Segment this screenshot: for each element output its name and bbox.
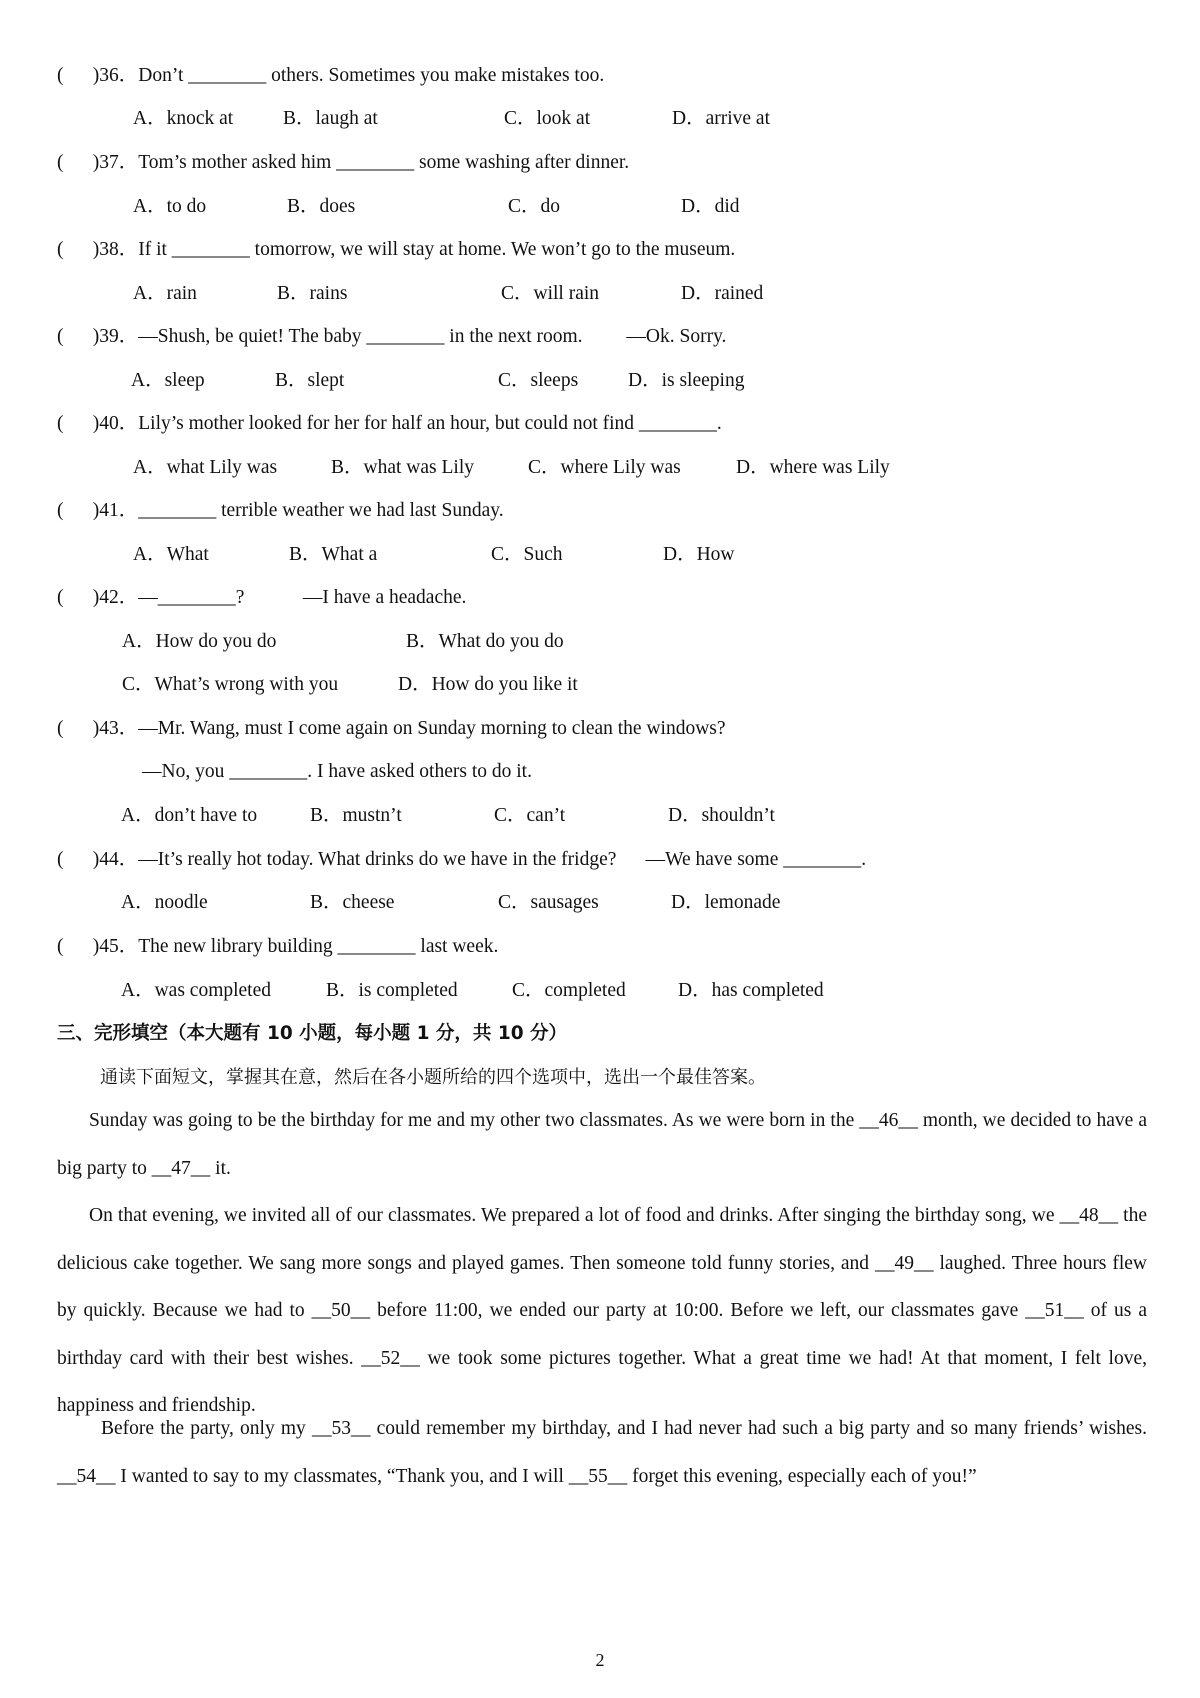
q42-option-b: B．What do you do (406, 631, 564, 652)
q43-option-a: A．don’t have to (121, 805, 258, 826)
q41-option-b: B．What a (289, 544, 378, 565)
q39-option-c: C．sleeps (498, 370, 579, 391)
q40-option-b: B．what was Lily (331, 457, 474, 478)
q37-option-c: C．do (508, 196, 561, 217)
question-39: ( )39．—Shush, be quiet! The baby ________ in the next room. —Ok. Sorry. (57, 326, 727, 347)
q42-option-a: A．How do you do (122, 631, 277, 652)
q38-option-c: C．will rain (501, 283, 600, 304)
q41-option-d: D．How (663, 544, 735, 565)
q37-option-d: D．did (681, 196, 740, 217)
q39-option-a: A．sleep (131, 370, 205, 391)
section-title: 三、完形填空（本大题有 10 小题，每小题 1 分，共 10 分） (57, 1023, 568, 1044)
question-38: ( )38．If it ________ tomorrow, we will stay at home. We won’t go to the museum. (57, 239, 736, 260)
q41-option-c: C．Such (491, 544, 563, 565)
passage-paragraph-2: On that evening, we invited all of our classmates. We prepared a lot of food and drinks. After singing the birthday song, we __48__ the delicious cake together. We sang more songs and played games. Then someone told funny stories, and __49__ laughed. Three hours flew by quickly. Because we had to __50__ before 11:00, we ended our party at 10:00. Before we left, our classmates gave __51__ of us a birthday card with their best wishes. __52__ we took some pictures together. What a great time we had! At that moment, I felt love, happiness and friendship. (57, 1205, 1147, 1416)
q41-option-a: A．What (133, 544, 209, 565)
question-37: ( )37．Tom’s mother asked him ________ some washing after dinner. (57, 152, 630, 173)
q40-option-c: C．where Lily was (528, 457, 681, 478)
q45-option-d: D．has completed (678, 980, 824, 1001)
q36-option-d: D．arrive at (672, 108, 770, 129)
question-41: ( )41．________ terrible weather we had last Sunday. (57, 500, 504, 521)
passage-paragraph-3: Before the party, only my __53__ could remember my birthday, and I had never had such a big party and so many friends’ wishes. __54__ I wanted to say to my classmates, “Thank you, and I will __55__ forget this evening, especially each of you!” (57, 1418, 1147, 1487)
q44-option-b: B．cheese (310, 892, 395, 913)
q37-option-a: A．to do (133, 196, 207, 217)
q39-option-b: B．slept (275, 370, 345, 391)
q45-option-c: C．completed (512, 980, 626, 1001)
passage-paragraph-1: Sunday was going to be the birthday for me and my other two classmates. As we were born in the __46__ month, we decided to have a big party to __47__ it. (57, 1110, 1147, 1179)
q43-option-d: D．shouldn’t (668, 805, 775, 826)
q44-option-a: A．noodle (121, 892, 208, 913)
question-43-response: —No, you ________. I have asked others to do it. (142, 761, 532, 782)
question-45: ( )45．The new library building ________ last week. (57, 936, 499, 957)
q43-option-c: C．can’t (494, 805, 566, 826)
q38-option-a: A．rain (133, 283, 197, 304)
q38-option-b: B．rains (277, 283, 348, 304)
question-36: ( )36．Don’t ________ others. Sometimes you make mistakes too. (57, 65, 605, 86)
q37-option-b: B．does (287, 196, 356, 217)
q44-option-c: C．sausages (498, 892, 599, 913)
q42-option-d: D．How do you like it (398, 674, 578, 695)
q38-option-d: D．rained (681, 283, 764, 304)
q39-option-d: D．is sleeping (628, 370, 745, 391)
q40-option-a: A．what Lily was (133, 457, 278, 478)
q36-option-c: C．look at (504, 108, 591, 129)
q36-option-b: B．laugh at (283, 108, 378, 129)
question-43: ( )43．—Mr. Wang, must I come again on Sunday morning to clean the windows? (57, 718, 726, 739)
q40-option-d: D．where was Lily (736, 457, 890, 478)
q36-option-a: A．knock at (133, 108, 234, 129)
section-instruction: 通读下面短文，掌握其在意，然后在各小题所给的四个选项中，选出一个最佳答案。 (100, 1067, 766, 1088)
question-42: ( )42．—________? —I have a headache. (57, 587, 467, 608)
question-44: ( )44．—It’s really hot today. What drinks do we have in the fridge? —We have some ________. (57, 849, 867, 870)
q43-option-b: B．mustn’t (310, 805, 402, 826)
q44-option-d: D．lemonade (671, 892, 781, 913)
page-number: 2 (595, 1650, 605, 1670)
q45-option-b: B．is completed (326, 980, 458, 1001)
q45-option-a: A．was completed (121, 980, 272, 1001)
q42-option-c: C．What’s wrong with you (122, 674, 339, 695)
question-40: ( )40．Lily’s mother looked for her for half an hour, but could not find ________. (57, 413, 722, 434)
